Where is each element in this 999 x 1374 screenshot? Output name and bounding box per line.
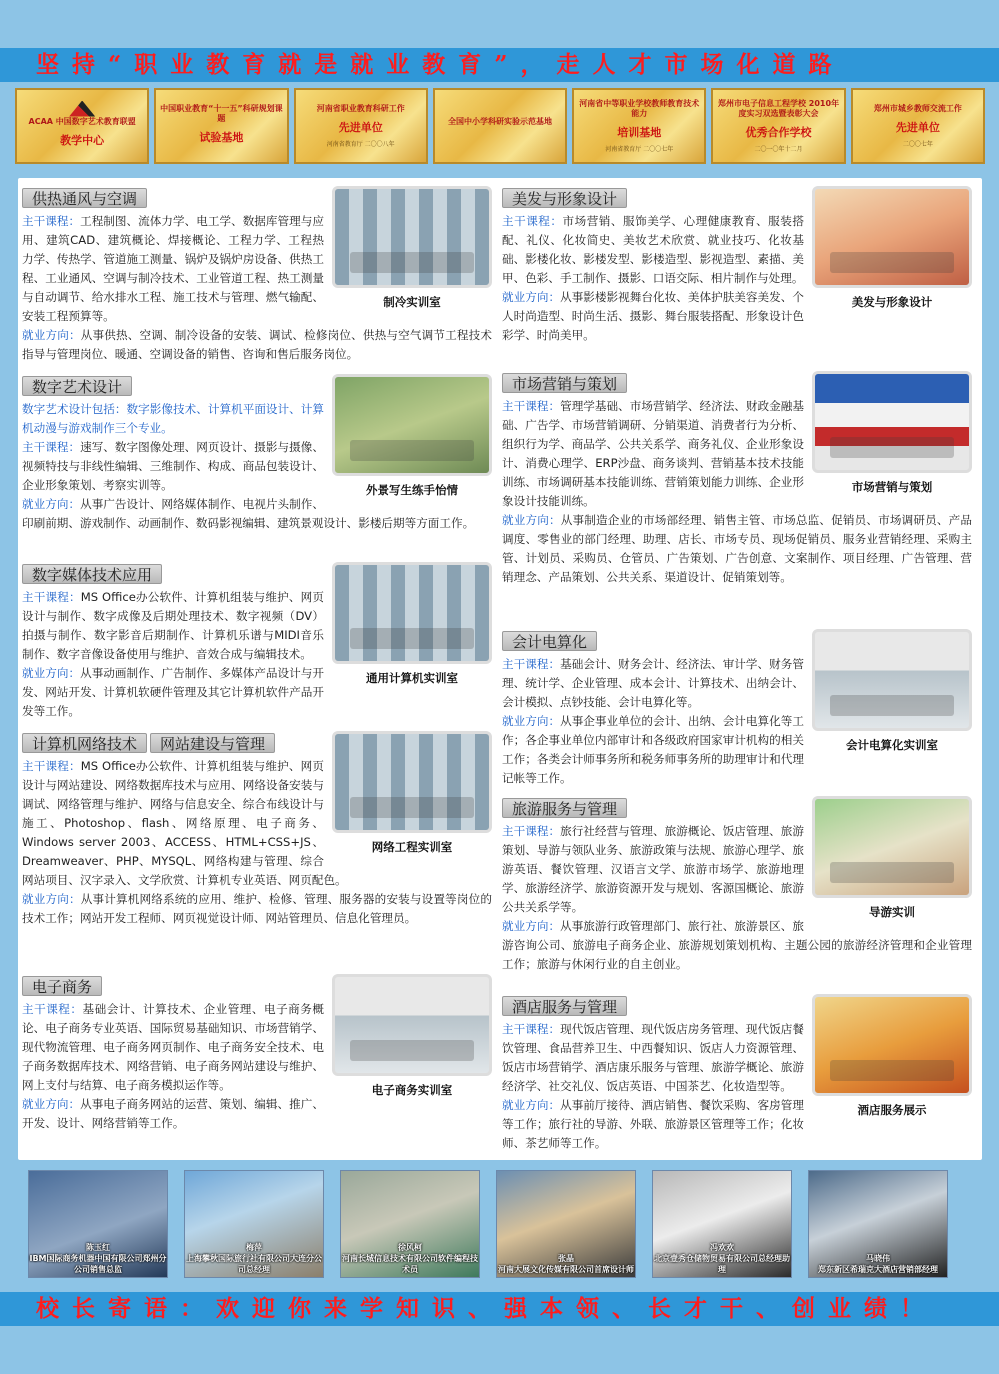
- section-photo: [812, 186, 972, 312]
- alumni-caption: [653, 1242, 791, 1275]
- alumni-caption: [29, 1242, 167, 1275]
- core-courses-label: 主干课程：: [502, 657, 561, 671]
- plaque-line1: 河南省职业教育科研工作: [316, 104, 405, 113]
- core-courses-text: 市场营销、服饰美学、心理健康教育、服装搭配、礼仪、化妆简史、美妆艺术欣赏、就业技巧、化妆基础、影楼化妆、影楼发型、影楼造型、影视造型、素描、美甲、色彩、手工制作、摄影、口语交际、相片制作与处理。: [502, 214, 804, 285]
- section-title: 美发与形象设计: [502, 188, 627, 208]
- core-courses-text: 现代饭店管理、现代饭店房务管理、现代饭店餐饮管理、食品营养卫生、中西餐知识、饭店人力资源管理、饭店市场营销学、酒店康乐服务与管理、旅游学概论、旅游经济学、社交礼仪、饭店英语、中国茶艺、化妆造型等。: [502, 1022, 804, 1093]
- career-direction-label: 就业方向：: [502, 513, 561, 527]
- award-plaque: [294, 88, 428, 164]
- section-body: [22, 212, 492, 364]
- alumni-name: 陈玉红: [86, 1243, 110, 1252]
- core-courses-text: MS Office办公软件、计算机组装与维护、网页设计与制作、数字成像及后期处理技术、数字视频（DV）拍摄与制作、数字影音后期制作、计算机乐谱与MIDI音乐制作、数字音像设备使用与维护、音效合成与编辑技术。: [22, 590, 324, 661]
- plaque-line2: 先进单位: [895, 121, 940, 134]
- core-courses-text: 工程制图、流体力学、电工学、数据库管理与应用、建筑CAD、建筑概论、焊接概论、工程力学、工程热力学、传热学、管道施工测量、锅炉及锅炉房设备、供热工程、工业通风、空调与制冷技术、工业管道工程、热工测量与自动调节、给水排水工程、施工技术与管理、燃气输配、安装工程预算等。: [22, 214, 324, 323]
- major-section: [22, 976, 492, 1133]
- career-direction: [22, 1095, 492, 1133]
- alumni-photo: [340, 1170, 480, 1278]
- photo-caption: 酒店服务展示: [857, 1103, 927, 1117]
- career-direction-text: 从事旅游行政管理部门、旅行社、旅游景区、旅游咨询公司、旅游电子商务企业、旅游规划策划机构、主题公园的旅游经济管理和企业管理工作；旅游与休闲行业的自主创业。: [502, 919, 972, 971]
- photo-caption: 制冷实训室: [383, 295, 441, 309]
- section-photo: [812, 796, 972, 922]
- career-direction-label: 就业方向：: [22, 328, 81, 342]
- core-courses-text: MS Office办公软件、计算机组装与维护、网页设计与网站建设、网络数据库技术与应用、网络设备安装与调试、网络管理与维护、网络与信息安全、综合布线设计与施工、Photoshop、flash、网络原理、电子商务、Windows server 2003、ACCESS、HTML+CSS+JS、Dreamweaver、PHP、MYSQL、网络构建与管理、综合网站项目、汉字录入、文学欣赏、计算机专业英语、网页配色。: [22, 759, 347, 887]
- alumni-caption: [185, 1242, 323, 1275]
- section-body: [502, 655, 972, 788]
- alumni-caption: [497, 1253, 635, 1275]
- career-direction: [22, 495, 492, 533]
- section-body: [22, 400, 492, 533]
- award-plaque: [433, 88, 567, 164]
- alumni-name: 张晶: [558, 1254, 574, 1263]
- core-courses-label: 主干课程：: [502, 824, 561, 838]
- alumni-role: 河南长城信息技术有限公司软件编程技术员: [342, 1254, 478, 1274]
- major-section: [502, 996, 972, 1153]
- photo-caption: 外景写生练手怡情: [366, 483, 458, 497]
- career-direction-label: 就业方向：: [502, 1098, 561, 1112]
- alumni-role: 郑东新区希瑞克大酒店营销部经理: [818, 1265, 938, 1274]
- career-direction-label: 就业方向：: [22, 1097, 81, 1111]
- plaque-line2: 培训基地: [617, 126, 662, 139]
- principal-message-banner: 校长寄语：欢迎你来学知识、强本领、长才干、创业绩！: [0, 1292, 999, 1326]
- section-body: [502, 1020, 972, 1153]
- section-title: 计算机网络技术: [22, 733, 147, 753]
- section-body: [502, 397, 972, 587]
- plaque-line2: 优秀合作学校: [745, 126, 812, 139]
- plaque-line1: 全国中小学科研实验示范基地: [447, 116, 552, 126]
- career-direction-label: 就业方向：: [502, 919, 561, 933]
- plaque-line3: 河南省教育厅 二〇〇七年: [605, 146, 674, 153]
- career-direction: [22, 326, 492, 364]
- plaque-line1: 中国职业教育“十一五”科研规划课题: [160, 103, 283, 123]
- section-photo: [812, 629, 972, 755]
- core-courses-text: 速写、数字图像处理、网页设计、摄影与摄像、视频特技与非线性编辑、三维制作、构成、商品包装设计、企业形象策划、考察实训等。: [22, 440, 324, 492]
- core-courses-text: 基础会计、计算技术、企业管理、电子商务概论、电子商务专业英语、国际贸易基础知识、市场营销学、现代物流管理、电子商务网页制作、电子商务安全技术、电子商务数据库技术、网络营销、电子商务网站建设与维护、网上支付与结算、电子商务模拟运作等。: [22, 1002, 324, 1092]
- plaque-line1: 郑州市电子信息工程学校 2010年度实习双选暨表彰大会: [718, 99, 840, 118]
- major-section: [502, 798, 972, 974]
- section-photo: [332, 974, 492, 1100]
- core-courses-label: 主干课程：: [22, 440, 81, 454]
- award-plaque: [711, 88, 845, 164]
- photo-image: [812, 629, 972, 731]
- section-title: 市场营销与策划: [502, 373, 627, 393]
- section-photo: [332, 374, 492, 500]
- section-body: [502, 212, 972, 345]
- award-plaque: [15, 88, 149, 164]
- major-section: [22, 188, 492, 364]
- photo-image: [812, 796, 972, 898]
- photo-image: [812, 186, 972, 288]
- alumni-caption: [341, 1242, 479, 1275]
- major-section: [22, 733, 492, 928]
- photo-image: [332, 731, 492, 833]
- section-intro: 数字艺术设计包括：数字影像技术、计算机平面设计、计算机动漫与游戏制作三个专业。: [22, 402, 324, 435]
- award-plaque: [154, 88, 288, 164]
- section-title: 网站建设与管理: [150, 733, 275, 753]
- alumni-strip: [18, 1170, 982, 1282]
- career-direction-text: 从事电子商务网站的运营、策划、编辑、推广、开发、设计、网络营销等工作。: [22, 1097, 324, 1130]
- photo-image: [332, 186, 492, 288]
- majors-panel: [18, 178, 982, 1160]
- photo-image: [332, 974, 492, 1076]
- major-section: [22, 376, 492, 533]
- major-section: [22, 564, 492, 721]
- core-courses-label: 主干课程：: [22, 214, 81, 228]
- alumni-photo: [808, 1170, 948, 1278]
- photo-caption: 导游实训: [869, 905, 915, 919]
- career-direction: [502, 917, 972, 974]
- major-section: [502, 631, 972, 788]
- alumni-photo: [652, 1170, 792, 1278]
- career-direction-text: 从事供热、空调、制冷设备的安装、调试、检修岗位、供热与空气调节工程技术指导与管理岗位、暖通、空调设备的销售、咨询和售后服务岗位。: [22, 328, 492, 361]
- major-section: [502, 373, 972, 587]
- section-body: [22, 588, 492, 721]
- photo-image: [812, 371, 972, 473]
- career-direction-text: 从事影楼影视舞台化妆、美体护肤美容美发、个人时尚造型、时尚生活、摄影、舞台服装搭配、形象设计色彩学、时尚美甲。: [502, 290, 804, 342]
- career-direction: [22, 890, 492, 928]
- section-photo: [332, 186, 492, 312]
- plaque-line1: 河南省中等职业学校教师教育技术能力: [579, 99, 700, 118]
- core-courses-label: 主干课程：: [502, 1022, 561, 1036]
- core-courses-label: 主干课程：: [22, 590, 81, 604]
- section-body: [22, 757, 492, 928]
- plaque-line2: 试验基地: [199, 130, 244, 144]
- core-courses-label: 主干课程：: [502, 214, 563, 228]
- core-courses-text: 管理学基础、市场营销学、经济法、财政金融基础、广告学、市场营销调研、分销渠道、消费者行为分析、组织行为学、商品学、公共关系学、商务礼仪、企业形象设计、消费心理学、ERP沙盘、商务谈判、营销基本技术技能训练、市场调研基本技能训练、营销策划能力训练、企业形象设计技能训练。: [502, 399, 804, 508]
- alumni-photo: [184, 1170, 324, 1278]
- plaque-line2: 教学中心: [60, 133, 105, 147]
- photo-image: [332, 374, 492, 476]
- core-courses-label: 主干课程：: [22, 1002, 83, 1016]
- alumni-name: 马晓伟: [866, 1254, 890, 1263]
- award-plaques: [15, 88, 985, 164]
- alumni-name: 梅萍: [246, 1243, 262, 1252]
- section-photo: [812, 994, 972, 1120]
- alumni-role: 河南大展文化传媒有限公司首席设计师: [498, 1265, 634, 1274]
- career-direction-text: 从事动画制作、广告制作、多媒体产品设计与开发、网站开发、计算机软硬件管理及其它计算机软件产品开发等工作。: [22, 666, 324, 718]
- career-direction: [502, 511, 972, 587]
- plaque-line3: 二〇〇七年: [902, 141, 933, 148]
- photo-image: [332, 562, 492, 664]
- career-direction-text: 从事广告设计、网络媒体制作、电视片头制作、印刷前期、游戏制作、动画制作、数码影视编辑、建筑景观设计、影楼后期等方面工作。: [22, 497, 475, 530]
- award-plaque: [572, 88, 706, 164]
- plaque-line3: 河南省教育厅 二〇〇八年: [326, 141, 395, 148]
- career-direction-label: 就业方向：: [22, 666, 81, 680]
- photo-caption: 电子商务实训室: [371, 1083, 453, 1097]
- section-title: 数字艺术设计: [22, 376, 132, 396]
- career-direction-label: 就业方向：: [502, 290, 561, 304]
- photo-caption: 通用计算机实训室: [366, 671, 458, 685]
- career-direction-label: 就业方向：: [502, 714, 561, 728]
- photo-caption: 美发与形象设计: [851, 295, 933, 309]
- alumni-photo: [496, 1170, 636, 1278]
- career-direction-text: 从事前厅接待、酒店销售、餐饮采购、客房管理等工作；旅行社的导游、外联、旅游景区管理等工作；化妆师、茶艺师等工作。: [502, 1098, 804, 1150]
- major-section: [502, 188, 972, 345]
- section-photo: [812, 371, 972, 497]
- alumni-role: 上海攀秋国际旅行社有限公司大连分公司总经理: [186, 1254, 322, 1274]
- section-title: 供热通风与空调: [22, 188, 147, 208]
- career-direction-label: 就业方向：: [22, 497, 81, 511]
- award-plaque: [851, 88, 985, 164]
- core-courses-text: 旅行社经营与管理、旅游概论、饭店管理、旅游策划、导游与领队业务、旅游政策与法规、旅游心理学、旅游英语、餐饮管理、汉语言文学、旅游市场学、旅游地理学、旅游经济学、旅游资源开发与规划、客源国概论、旅游公共关系学等。: [502, 824, 804, 914]
- section-photo: [332, 731, 492, 857]
- plaque-line3: 二〇一〇年十二月: [754, 146, 803, 153]
- section-title: 旅游服务与管理: [502, 798, 627, 818]
- top-slogan-banner: 坚持“职业教育就是就业教育”，走人才市场化道路: [0, 48, 999, 82]
- plaque-line1: ACAA 中国数字艺术教育联盟: [28, 116, 136, 126]
- section-photo: [332, 562, 492, 688]
- photo-caption: 会计电算化实训室: [846, 738, 938, 752]
- section-body: [22, 1000, 492, 1133]
- photo-image: [812, 994, 972, 1096]
- section-body: [502, 822, 972, 974]
- section-title: 数字媒体技术应用: [22, 564, 162, 584]
- career-direction-text: 从事计算机网络系统的应用、维护、检修、管理、服务器的安装与设置等岗位的技术工作；网站开发工程师、网页视觉设计师、网站管理员、信息化管理员。: [22, 892, 492, 925]
- section-title: 酒店服务与管理: [502, 996, 627, 1016]
- career-direction-text: 从事制造企业的市场部经理、销售主管、市场总监、促销员、市场调研员、产品调度、零售业的部门经理、助理、店长、市场专员、现场促销员、服务业营销经理、采购主管、计划员、采购员、仓管员、广告策划、广告创意、文案制作、项目经理、广告管理、营销理念、产品策划、公共关系、渠道设计、促销策划等。: [502, 513, 972, 584]
- career-direction-text: 从事企事业单位的会计、出纳、会计电算化等工作；各企事业单位内部审计和各级政府国家审计机构的相关工作；各类会计师事务所和税务师事务所的助理审计和代理记帐等工作。: [502, 714, 804, 785]
- career-direction-label: 就业方向：: [22, 892, 81, 906]
- alumni-name: 徐风柯: [398, 1243, 422, 1252]
- photo-caption: 网络工程实训室: [371, 840, 453, 854]
- alumni-role: 北京壹秀仓储物贸易有限公司总经理助理: [654, 1254, 790, 1274]
- alumni-role: IBM国际商务机器中国有限公司郑州分公司销售总监: [29, 1254, 167, 1274]
- core-courses-label: 主干课程：: [22, 759, 81, 773]
- alumni-name: 冯欢欢: [710, 1243, 734, 1252]
- core-courses-label: 主干课程：: [502, 399, 561, 413]
- section-title: 会计电算化: [502, 631, 597, 651]
- alumni-caption: [809, 1253, 947, 1275]
- core-courses-text: 基础会计、财务会计、经济法、审计学、财务管理、统计学、企业管理、成本会计、计算技术、出纳会计、会计模拟、点钞技能、会计电算化等。: [502, 657, 804, 709]
- photo-caption: 市场营销与策划: [851, 480, 933, 494]
- acaa-logo-icon: [69, 101, 95, 117]
- alumni-photo: [28, 1170, 168, 1278]
- plaque-line1: 郑州市城乡教师交流工作: [873, 104, 962, 113]
- plaque-line2: 先进单位: [338, 121, 383, 134]
- section-title: 电子商务: [22, 976, 102, 996]
